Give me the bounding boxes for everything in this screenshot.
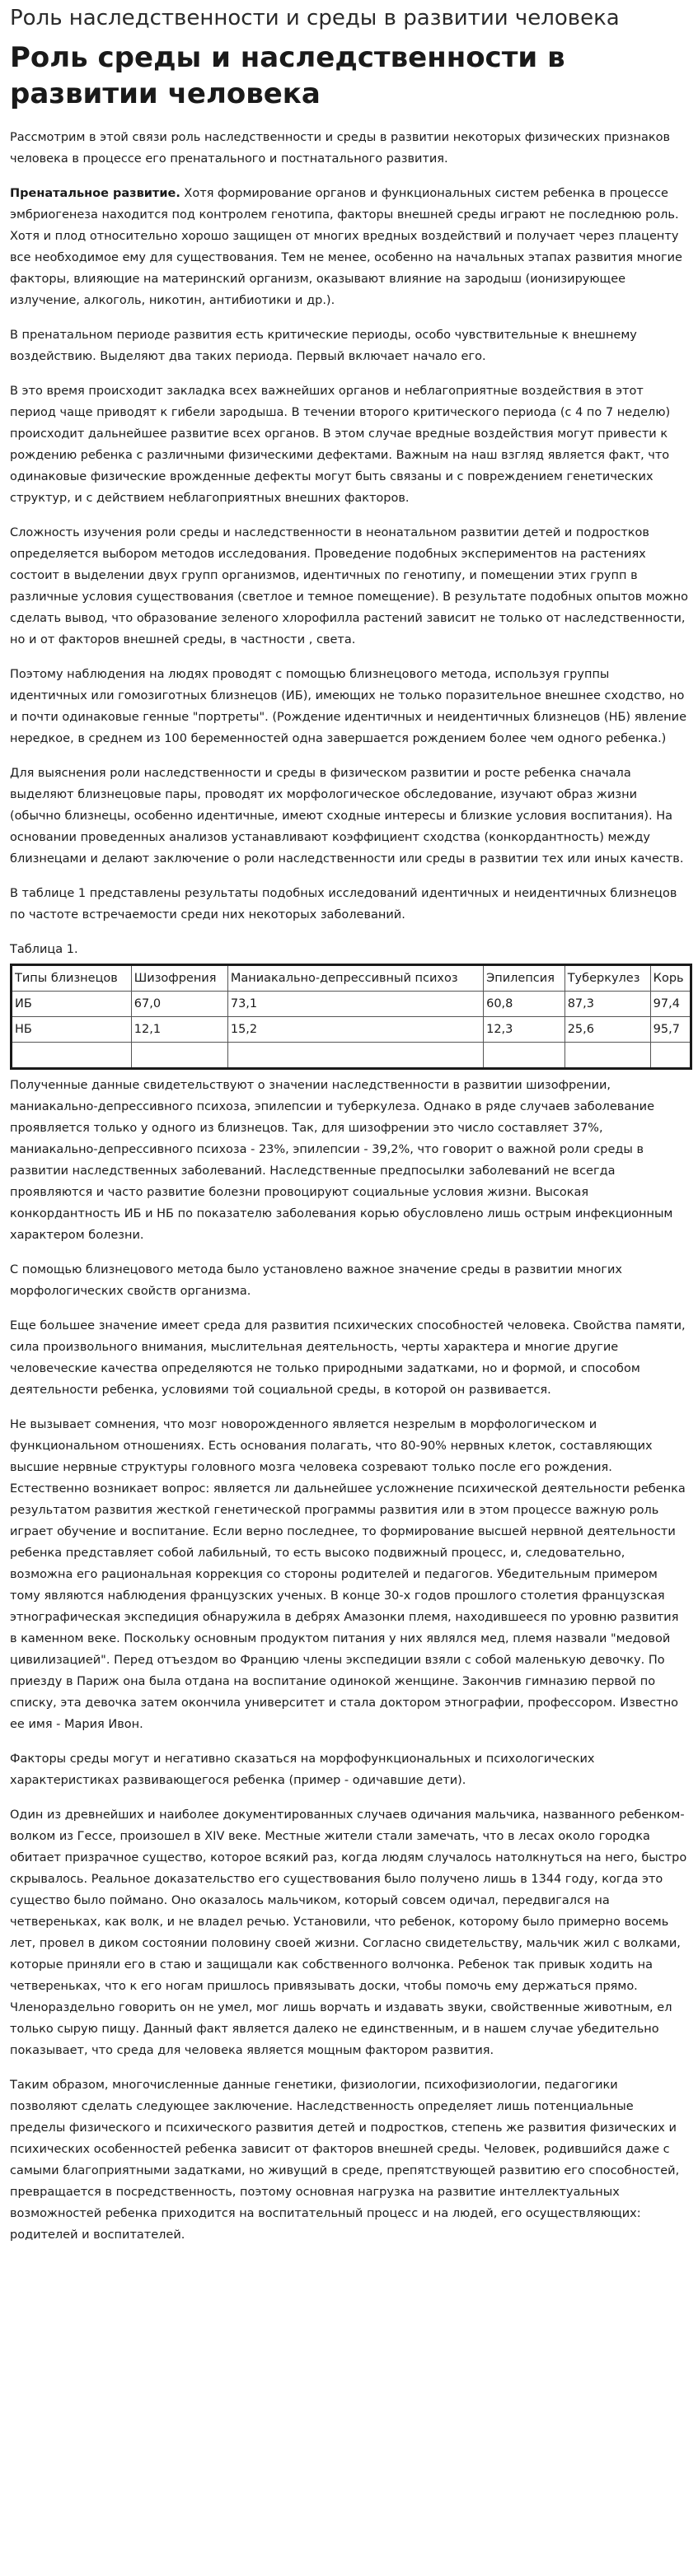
table-cell	[564, 1043, 650, 1069]
article-title: Роль среды и наследственности в развитии человека	[10, 41, 565, 110]
table-cell: 12,3	[484, 1017, 565, 1043]
table-cell: 60,8	[484, 992, 565, 1017]
first-period-paragraph: В это время происходит закладка всех важнейших органов и неблагоприятные воздействия в этот период чаще приводят к гибели зародыша. В течении второго критического периода (с 4 по 7 неделю) происходит дальнейшее развитие всех органов. В этом случае вредные воздействия могут привести к рождению ребенка с различными физическими дефектами. Важным на наш взгляд является факт, что одинаковые физические врожденные дефекты могут быть связаны и с повреждением генетических структур, и с действием неблагоприятных внешних факторов.	[10, 385, 671, 505]
table-cell: 95,7	[650, 1017, 691, 1043]
table-row	[12, 992, 691, 1017]
table-row	[12, 1017, 691, 1043]
table-header-cell: Корь	[650, 965, 691, 992]
table-cell: НБ	[12, 1017, 132, 1043]
wolf-child-paragraph: Один из древнейших и наиболее документированных случаев одичания мальчика, названного ребенком-волком из Гессе, произошел в XIV веке. Местные жители стали замечать, что в лесах около городка обитает призрачное существо, которое всякий раз, когда людям случалось натолкнуться на него, быстро скрывалось. Реальное доказательство его существования было получено лишь в 1344 году, когда это существо было поймано. Оно оказалось мальчиком, который совсем одичал, передвигался на четвереньках, как волк, и не владел речью. Установили, что ребенок, которому было примерно восемь лет, провел в диком состоянии половину своей жизни. Согласно свидетельству, мальчик жил с волками, которые приняли его в стаю и защищали как собственного волчонка. Ребенок так привык ходить на четвереньках, что к его ногам пришлось привязывать доски, чтобы помочь ему держаться прямо. Членораздельно говорить он не умел, мог лишь ворчать и издавать звуки, свойственные животным, ел только сырую пищу. Данный факт является далеко не единственным, и в нашем случае убедительно показывает, что среда для человека является мощным фактором развития.	[10, 1808, 687, 2057]
table-cell: ИБ	[12, 992, 132, 1017]
research-difficulty-paragraph: Сложность изучения роли среды и наследственности в неонатальном развитии детей и подростков определяется выбором методов исследования. Проведение подобных экспериментов на растениях состоит в выделении двух групп организмов, идентичных по генотипу, и помещении этих групп в различные условия существования (светлое и темное помещение). В результате подобных опытов можно сделать вывод, что образование зеленого хлорофилла растений зависит не только от наследственности, но и от факторов внешней среды, в частности , света.	[10, 526, 688, 646]
table-header-cell: Эпилепсия	[484, 965, 565, 992]
table-cell: 12,1	[131, 1017, 227, 1043]
table-header-row	[12, 965, 691, 992]
brain-development-paragraph: Не вызывает сомнения, что мозг новорожденного является незрелым в морфологическом и функциональном отношениях. Есть основания полагать, что 80-90% нервных клеток, составляющих высшие нервные структуры головного мозга человека созревают только после его рождения. Естественно возникает вопрос: является ли дальнейшее усложнение психической деятельности ребенка результатом развития жесткой генетической программы развития или в этом процессе важную роль играет обучение и воспитание. Если верно последнее, то формирование высшей нервной деятельности ребенка представляет собой лабильный, то есть высоко подвижный процесс, и, следовательно, возможна его рациональная коррекция со стороны родителей и педагогов. Убедительным примером тому являются наблюдения французских ученых. В конце 30-х годов прошлого столетия французская этнографическая экспедиция обнаружила в дебрях Амазонки племя, находившееся по уровню развития в каменном веке. Поскольку основным продуктом питания у них являлся мед, племя назвали "медовой цивилизацией". Перед отъездом во Францию члены экспедиции взяли с собой маленькую девочку. По приезду в Париж она была отдана на воспитание одинокой женщине. Закончив гимназию первой по списку, эта девочка затем окончила университет и стала доктором этнографии, профессором. Известно ее имя - Мария Ивон.	[10, 1418, 686, 1731]
table-caption: Таблица 1.	[10, 943, 78, 956]
table-intro-paragraph: В таблице 1 представлены результаты подобных исследований идентичных и неидентичных близнецов по частоте встречаемости среди них некоторых заболеваний.	[10, 887, 677, 922]
table-cell: 87,3	[564, 992, 650, 1017]
twin-study-paragraph: Для выяснения роли наследственности и среды в физическом развитии и росте ребенка сначала выделяют близнецовые пары, проводят их морфологическое обследование, изучают образ жизни (обычно близнецы, особенно идентичные, имеют сходные интересы и близкие условия воспитания). На основании проведенных анализов устанавливают коэффициент сходства (конкордантность) между близнецами и делают заключение о роли наследственности или среды в развитии тех или иных качеств.	[10, 767, 684, 866]
intro-paragraph: Рассмотрим в этой связи роль наследственности и среды в развитии некоторых физических признаков человека в процессе его пренатального и постнатального развития.	[10, 131, 671, 166]
results-paragraph: Полученные данные свидетельствуют о значении наследственности в развитии шизофрении, маниакально-депрессивного психоза, эпилепсии и туберкулеза. Однако в ряде случаев заболевание проявляется только у одного из близнецов. Так, для шизофрении это число составляет 37%, маниакально-депрессивного психоза - 23%, эпилепсии - 39,2%, что говорит о важной роли среды в развитии наследственных заболеваний. Наследственные предпосылки заболеваний не всегда проявляются и часто развитие болезни провоцируют социальные условия жизни. Высокая конкордантность ИБ и НБ по показателю заболевания корью обусловлено лишь острым инфекционным характером болезни.	[10, 1079, 673, 1242]
table-cell: 97,4	[650, 992, 691, 1017]
table-cell	[227, 1043, 483, 1069]
table-header-cell: Маниакально-депрессивный психоз	[227, 965, 483, 992]
table-cell: 67,0	[131, 992, 227, 1017]
table-cell	[131, 1043, 227, 1069]
conclusion-paragraph: Таким образом, многочисленные данные генетики, физиологии, психофизиологии, педагогики позволяют сделать следующее заключение. Наследственность определяет лишь потенциальные пределы физического и психического развития детей и подростков, степень же развития физических и психических особенностей ребенка зависит от факторов внешней среды. Человек, родившийся даже с самыми благоприятными задатками, но живущий в среде, препятствующей развитию его способностей, превращается в посредственность, поэтому основная нагрузка на развитие интеллектуальных возможностей ребенка приходится на воспитательный процесс и на людей, его осуществляющих: родителей и воспитателей.	[10, 2079, 680, 2242]
environment-factors-paragraph: Факторы среды могут и негативно сказаться на морфофункциональных и психологических характеристиках развивающегося ребенка (пример - одичавшие дети).	[10, 1752, 595, 1787]
prenatal-paragraph	[10, 183, 688, 311]
prenatal-text: Хотя формирование органов и функциональных систем ребенка в процессе эмбриогенеза находится под контролем генотипа, факторы внешней среды играют не последнюю роль. Хотя и плод относительно хорошо защищен от многих вредных воздействий и получает через плаценту все необходимое ему для существования. Тем не менее, особенно на начальных этапах развития многие факторы, влияющие на материнский организм, оказывают влияние на зародыш (ионизирующее излучение, алкоголь, никотин, антибиотики и др.).	[10, 187, 682, 307]
twin-method-paragraph: Поэтому наблюдения на людях проводят с помощью близнецового метода, используя группы идентичных или гомозиготных близнецов (ИБ), имеющих не только поразительное внешнее сходство, но и почти одинаковые генные "портреты". (Рождение идентичных и неидентичных близнецов (НБ) явление нередкое, в среднем из 100 беременностей одна завершается рождением более чем одного ребенка.)	[10, 668, 686, 745]
morphology-paragraph: С помощью близнецового метода было установлено важное значение среды в развитии многих морфологических свойств организма.	[10, 1263, 622, 1298]
table-cell	[650, 1043, 691, 1069]
table-cell	[484, 1043, 565, 1069]
document-title: Роль наследственности и среды в развитии человека	[10, 6, 620, 30]
table-header-cell: Туберкулез	[564, 965, 650, 992]
table-cell: 15,2	[227, 1017, 483, 1043]
table-header-cell: Типы близнецов	[12, 965, 132, 992]
table-header-cell: Шизофрения	[131, 965, 227, 992]
table-cell: 25,6	[564, 1017, 650, 1043]
table-cell	[12, 1043, 132, 1069]
critical-periods-paragraph: В пренатальном периоде развития есть критические периоды, особо чувствительные к внешнему воздействию. Выделяют два таких периода. Первый включает начало его.	[10, 329, 637, 363]
psychology-paragraph: Еще большее значение имеет среда для развития психических способностей человека. Свойства памяти, сила произвольного внимания, мыслительная деятельность, черты характера и многие другие человеческие качества определяются не только природными задатками, но и формой, и способом деятельности ребенка, условиями той социальной среды, в которой он развивается.	[10, 1319, 686, 1397]
table-cell: 73,1	[227, 992, 483, 1017]
twin-concordance-table	[10, 964, 692, 1070]
prenatal-label: Пренатальное развитие.	[10, 187, 180, 200]
table-row	[12, 1043, 691, 1069]
